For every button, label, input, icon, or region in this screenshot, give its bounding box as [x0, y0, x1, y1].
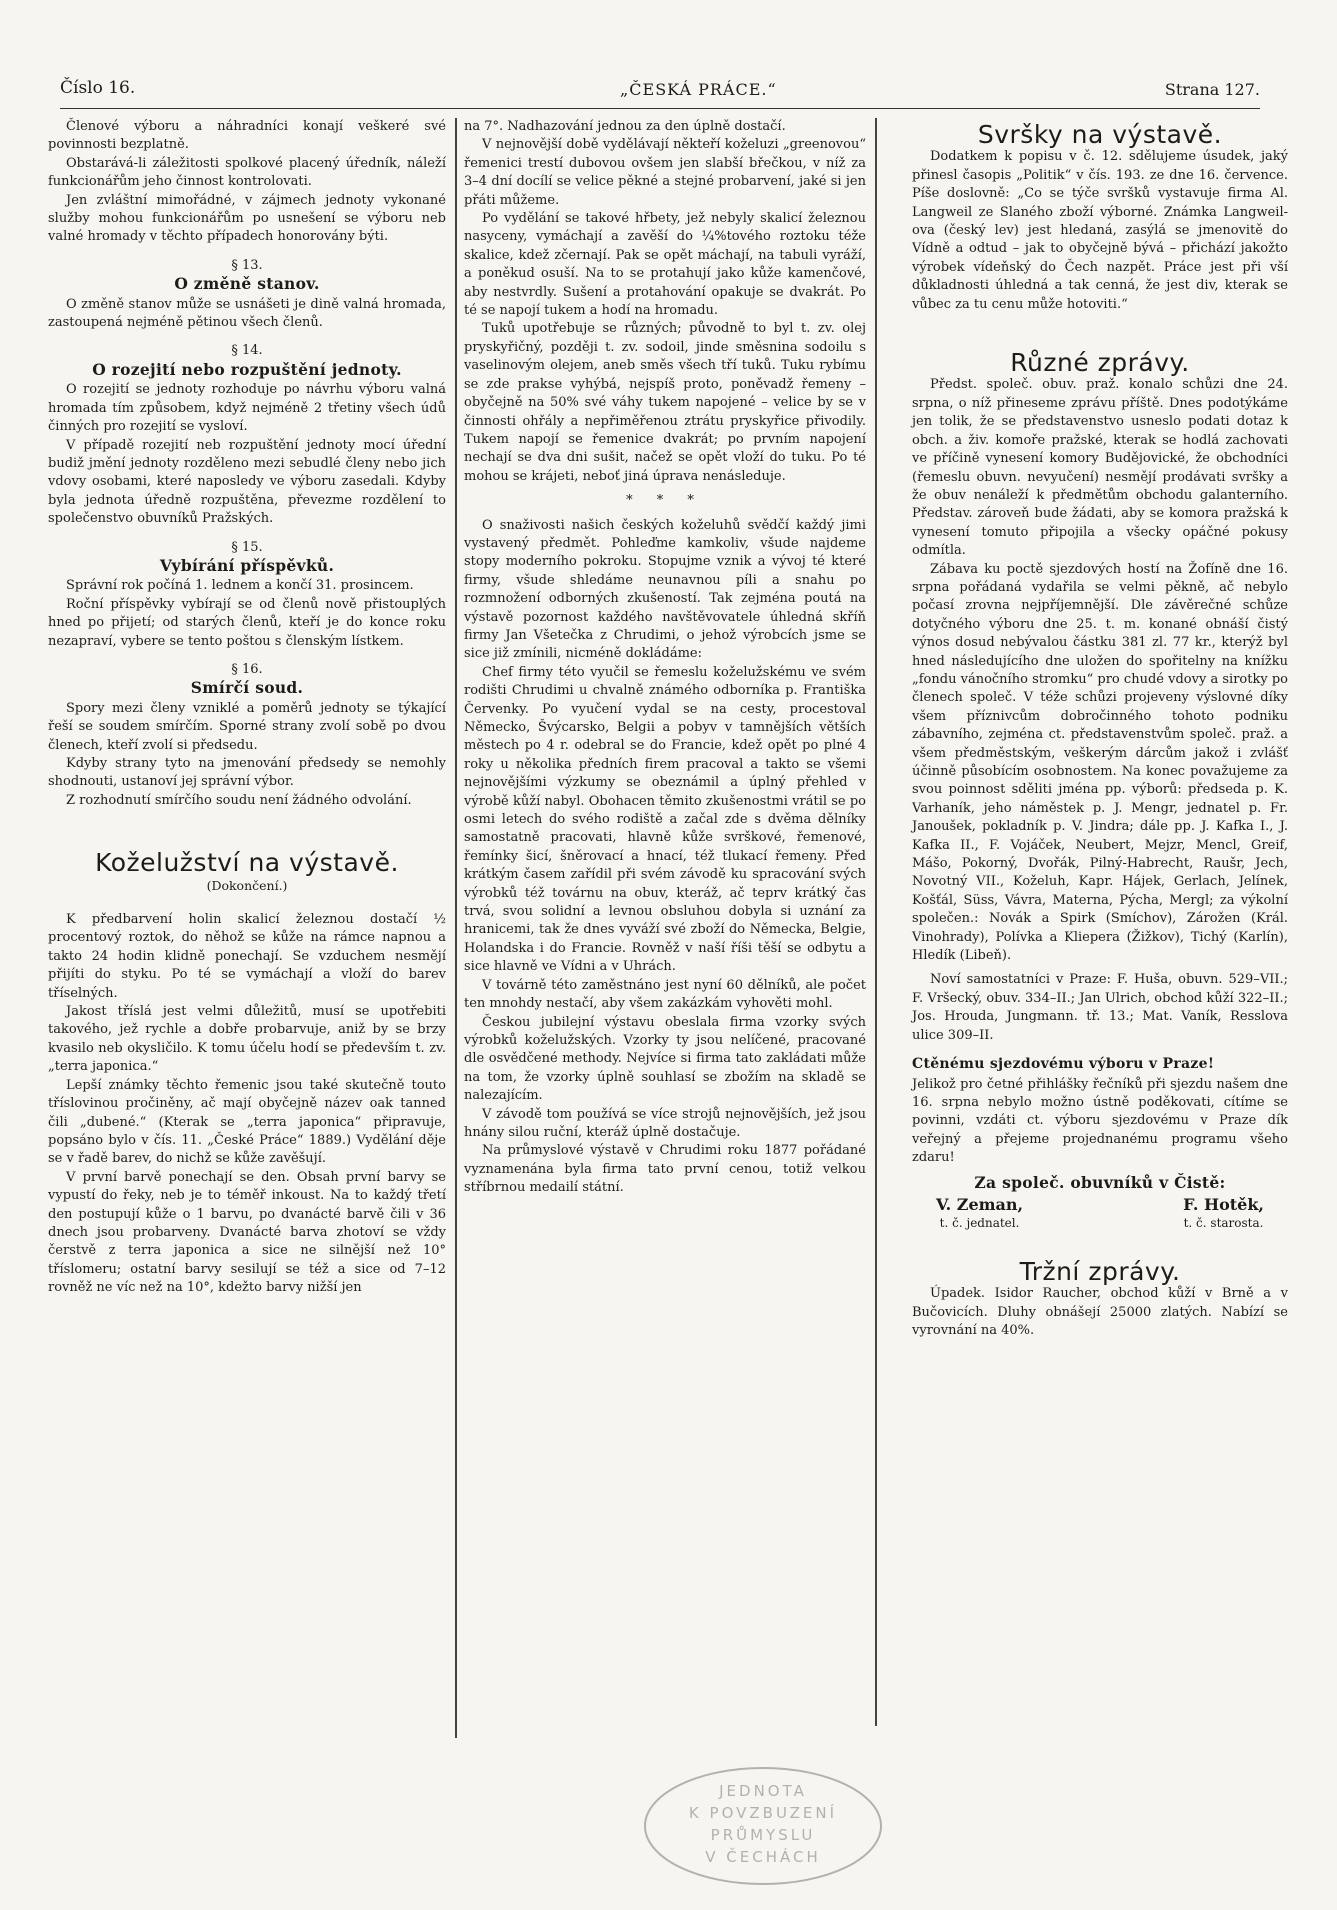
section-title: O rozejití nebo rozpuštění jednoty. — [92, 359, 402, 379]
paragraph: Dodatkem k popisu v č. 12. sdělujeme úsudek, jaký přinesl časopis „Politik“ v čís. 193. ze dne 16. července. Píše doslovně: „Co se týče svršků vystavuje firma Al. Langweil ze Slaného zboží výborné. Známka Langweil-ova (český lev) jest hledaná, zasýlá se jmenovitě do Vídně a odtud – jak to obyčejně bývá – přichází jakožto výrobek vídeňský do Čech nazpět. Práce jest při vší důkladnosti úhledná a tak cenná, že jest div, kterak se vůbec za tu cenu může hotoviti.“ — [912, 149, 1288, 312]
section-number: § 14. — [231, 343, 263, 359]
section-title: Vybírání příspěvků. — [159, 555, 335, 575]
page-number: Strana 127. — [1164, 80, 1260, 99]
column-left — [48, 118, 446, 1298]
section-number: § 15. — [231, 539, 263, 555]
article-subtitle: (Dokončení.) — [206, 877, 288, 893]
article-title: Svršky na výstavě. — [977, 120, 1223, 149]
paragraph: O snaživosti našich českých koželuhů svědčí každý jimi vystavený předmět. Pohleďme kamkoliv, všude najdeme stopy moderního pokroku. Stopujme vznik a vývoj té které firmy, všude shledáme neunavnou píli a snahu po rozmnožení odborných zkušeností. Tak zejména poutá na výstavě pozornost každého navštěvovatele úhledná skříň firmy Jan Všetečka z Chrudimi, o jehož výrobcích jsme se sice již zmínili, nicméně dokládáme: — [464, 517, 866, 662]
paragraph: Předst. společ. obuv. praž. konalo schůzi dne 24. srpna, o níž přineseme zprávu příště. Dnes podotýkáme jen tolik, že se představenstvo usneslo podati dotaz k obch. a živ. komoře pražské, kterak se hodlá zachovati ve příčině vynesení komory Budějovické, že obchodníci (řemeslu obuvn. nevyučení) nesmějí prodávati svršky a že obuv nenáleží k předmětům obchodu galanterního. Představ. zároveň bude žádati, aby se komora pražská k vynesení tomuto připojila a všecky opáčné pokusy odmítla. — [912, 377, 1288, 559]
paragraph: Noví samostatníci v Praze: F. Huša, obuvn. 529–VII.; F. Vršecký, obuv. 334–II.; Jan Ulrich, obchod kůží 322–II.; Jos. Hrouda, Jungmann. tř. 13.; Mat. Vaník, Resslova ulice 309–II. — [912, 972, 1288, 1043]
section-number: § 16. — [231, 661, 263, 677]
svg-text:PRŮMYSLU: PRŮMYSLU — [710, 1826, 816, 1844]
paragraph: Lepší známky těchto řemenic jsou také skutečně touto tříslovinou pročiněny, ač mají obyčejně název oak tanned čili „dubené.“ (Kterak se „terra japonica“ připravuje, popsáno bylo v čís. 11. „České Práce“ 1889.) Vydělání děje se v řadě barev, do nichž se kůže zavěšují. — [48, 1077, 446, 1167]
paragraph: Tuků upotřebuje se různých; původně to byl t. zv. olej pryskyřičný, později t. zv. sodoil, jinde směsnina sodoilu s vaselinovým olejem, aneb směs všech tří tuků. Tuku rybímu se zde prakse vyhýbá, nejspíš proto, poněvadž řemeny – obyčejně na 50% své váhy tukem napojené – velice by se v činnosti ohřály a nepřiměřenou ztrátu pryskyřice přivodily. Tukem napojí se řemenice dvakrát; po prvním napojení nechají se dva dni sušit, načež se opět vloží do tuku. Po té mohou se krájeti, neboť jiná úprava nenásleduje. — [464, 321, 866, 484]
paragraph: O změně stanov může se usnášeti je dině valná hromada, zastoupená nejméně pětinou všech členů. — [48, 296, 446, 331]
signatory-name: F. Hotěk, — [1183, 1194, 1264, 1214]
article-title: Tržní zprávy. — [1019, 1256, 1181, 1286]
page-header — [60, 72, 1260, 109]
journal-title: „ČESKÁ PRÁCE.“ — [620, 80, 777, 99]
paragraph: O rozejití se jednoty rozhoduje po návrhu výboru valná hromada tím způsobem, když nejméně 2 třetiny všech údů činných pro rozejití se vysloví. — [48, 382, 446, 435]
paragraph: Jen zvláštní mimořádné, v zájmech jednoty vykonané služby mohou funkcionářům po usnešení se výboru neb valné hromady v těchto případech honorovány býti. — [48, 192, 446, 245]
paragraph: Českou jubilejní výstavu obeslala firma vzorky svých výrobků koželužských. Vzorky ty jsou nelíčené, pracované dle osvědčené methody. Nejvíce si firma tato zakládati může na tom, že vzorky úplně souhlasí se zbožím na skladě se nalezajícím. — [464, 1014, 866, 1104]
signatory-title: t. č. starosta. — [1183, 1216, 1264, 1231]
paragraph: Zábava ku poctě sjezdových hostí na Žofíně dne 16. srpna pořádaná vydařila se velmi pěkně, ač nebylo počasí zrovna nejpříjemnější. Dle závěrečné schůze dotyčného výboru dne 25. t. m. konané obnáší čistý výnos dosud nebývalou částku 381 zl. 77 kr., kterýž byl hned následujícího dne uložen do spořitelny na knížku „fondu vánočního stromku“ pro chudé vdovy a sirotky po členech společ. V téže schůzi projeveny výslovné díky všem příznivcům dobročinného tohoto podniku zábavního, zejména ct. představenstvům společ. praž. a všem předměstským, veškerým dárcům jakož i zvlášť účinně působícím osobnostem. Na konec považujeme za svou poinnost sděliti jména pp. výborů: předseda p. K. Varhaník, jeho náměstek p. J. Mengr, jednatel p. Fr. Janoušek, pokladník p. V. Jindra; dále pp. J. Kafka I., J. Kafka II., F. Vojáček, Neubert, Mejzr, Mencl, Greif, Mášo, Pokorný, Dvořák, Pilný-Habrecht, Raušr, Jech, Novotný VII., Koželuh, Kapr. Hájek, Gerlach, Jelínek, Košťál, Süss, Vávra, Materna, Pýcha, Mergl; za výkolní společen.: Novák a Spirk (Smíchov), Zárožen (Král. Vinohrady), Polívka a Kliepera (Žižkov), Tichý (Karlín), Hledík (Libeň). — [912, 561, 1288, 964]
library-stamp — [638, 1762, 888, 1890]
stamp-text: JEDNOTA — [719, 1782, 807, 1800]
section-number: § 13. — [231, 257, 263, 273]
signature-block — [1183, 1196, 1264, 1233]
column-middle — [464, 118, 866, 1198]
paragraph: Chef firmy této vyučil se řemeslu koželužskému ve svém rodišti Chrudimi u chvalně známého odborníka p. Františka Červenky. Po vyučení vydal se na cesty, procestoval Německo, Švýcarsko, Belgii a pobyv v tamnějších větších městech po 4 r. odebral se do Francie, kdež opět po plné 4 roky u několika předních firem pracoval a takto se všemi nejnovějšími výzkumy se obeznámil a úplný přehled v výrobě kůží nabyl. Obohacen těmito zkušenostmi vrátil se po osmi letech do svého rodiště a začal zde s dvěma dělníky samostatně pracovati, hlavně kůže svrškové, řemenové, řemínky šicí, šněrovací a hnací, též tlukací řemeny. Před krátkým časem zařídil při svém závodě ku spracování svých výrobků též továrnu na obuv, kteráž, ač teprv krátký čas trvá, svou solidní a levnou obsluhou dobyla si uznání za hranicemi, tak že dnes vyváží své zboží do Německa, Belgie, Holandska i do Francie. Rovněž v naší říši těší se odbytu a sice hlavně ve Vídni a v Uhrách. — [464, 664, 866, 975]
signatures — [912, 1196, 1288, 1233]
paragraph: V první barvě ponechají se den. Obsah první barvy se vypustí do řeky, neb je to téměř inkoust. Na to každý třetí den postupují kůže o 1 barvu, po dvanácté barvě čili v 36 dnech jsou probarveny. Dvanácté barva zhotoví se vždy čerstvě z terra japonica a sice ne silnější než 10° tříslomeru; ostatní barvy sesilují se též a sice od 7–12 rovněž ne víc než na 10°, kdežto barvy nižší jen — [48, 1169, 446, 1296]
paragraph: Jelikož pro četné přihlášky řečníků při sjezdu našem dne 16. srpna nebylo možno ústně poděkovati, cítíme se povinni, vzdáti ct. výboru sjezdovému v Praze dík veřejný a přejeme projednanému programu všeho zdaru! — [912, 1076, 1288, 1166]
paragraph: Kdyby strany tyto na jmenování předsedy se nemohly shodnouti, ustanoví jej správní výbor. — [48, 756, 446, 790]
notice-heading: Ctěnému sjezdovému výboru v Praze! — [912, 1056, 1215, 1073]
paragraph: V závodě tom používá se více strojů nejnovějších, jež jsou hnány silou ruční, kteráž úplně dostačuje. — [464, 1106, 866, 1140]
section-title: Smírčí soud. — [190, 678, 304, 698]
signatory-title: t. č. jednatel. — [939, 1216, 1020, 1231]
signature-block — [936, 1196, 1023, 1233]
paragraph: Jakost tříslá jest velmi důležitů, musí se upotřebiti takového, jež rychle a dobře probarvuje, aniž by se brzy kvasilo neb okysličilo. K tomu účelu hodí se především t. zv. „terra japonica.“ — [48, 1004, 446, 1075]
svg-text:K POVZBUZENÍ: K POVZBUZENÍ — [688, 1804, 838, 1822]
article-title: Koželužství na výstavě. — [95, 848, 399, 878]
paragraph: Úpadek. Isidor Raucher, obchod kůží v Brně a v Bučovicích. Dluhy obnášejí 25000 zlatých. Nabízí se vyrovnání na 40%. — [912, 1286, 1288, 1338]
paragraph: V případě rozejití neb rozpuštění jednoty mocí úřední budiž jmění jednoty rozděleno mezi sebudlé členy nebo jich vdovy osobami, které naposledy ve výboru zasedali. Kdyby byla jednota úředně rozpuštěna, převezme rozdělení to společenstvo obuvníků Pražských. — [48, 437, 446, 527]
column-rule — [875, 118, 877, 1726]
svg-text:V ČECHÁCH: V ČECHÁCH — [705, 1848, 821, 1866]
section-title: O změně stanov. — [174, 274, 320, 294]
section-separator: * * * — [626, 493, 704, 509]
paragraph: Spory mezi členy vzniklé a poměrů jednoty se týkající řeší se soudem smírčím. Sporné strany zvolí sobě po dvou členech, kteří zvolí si předsedu. — [48, 700, 446, 753]
signatory-name: V. Zeman, — [936, 1194, 1024, 1214]
paragraph: V továrně této zaměstnáno jest nyní 60 dělníků, ale počet ten mnohdy nestačí, aby všem zakázkám vyhověti mohl. — [464, 977, 866, 1012]
paragraph: V nejnovější době vydělávají někteří koželuzi „greenovou“ řemenici trestí dubovou ovšem jen slabší břečkou, v níž za 3–4 dní docílí se velice pěkné a stejné probarvení, jaké si jen přáti můžeme. — [464, 137, 866, 208]
paragraph: Obstarává-li záležitosti spolkové placený úředník, náleží funkcionářům jeho činnost kontrolovati. — [48, 155, 446, 190]
column-rule — [455, 118, 457, 1738]
paragraph: Z rozhodnutí smírčího soudu není žádného odvolání. — [66, 792, 412, 808]
paragraph: Členové výboru a náhradníci konají veškeré své povinnosti bezplatně. — [48, 119, 446, 153]
paragraph: Na průmyslové výstavě v Chrudimi roku 1877 pořádané vyznamenána byla firma tato první cenou, totiž velkou stříbrnou medailí státní. — [464, 1143, 866, 1196]
paragraph: Po vydělání se takové hřbety, jež nebyly skalicí železnou nasyceny, vymáchají a zavěší do ¼%tového roztoku téže skalice, kdež zčernají. Pak se opět máchají, na tabuli vyráží, a poněkud osuší. Na to se protahují jako kůže kamenčové, aby nestvrdly. Sušení a protahování opakuje se dvakrát. Po té se napojí tukem a hodí na hromadu. — [464, 211, 866, 319]
paragraph: Správní rok počíná 1. lednem a končí 31. prosincem. — [66, 578, 414, 594]
article-title: Různé zprávy. — [1010, 348, 1190, 378]
paragraph: na 7°. Nadhazování jednou za den úplně dostačí. — [464, 119, 786, 134]
paragraph: K předbarvení holin skalicí železnou dostačí ½ procentový roztok, do něhož se kůže na rámce napnou a takto 24 hodin klidně ponechají. Se vzduchem nesmějí přijíti do styku. Po té se vymáchají a vloží do barev tříselných. — [48, 912, 446, 1001]
signature-heading: Za společ. obuvníků v Čistě: — [974, 1172, 1226, 1192]
issue-number: Číslo 16. — [60, 78, 136, 98]
paragraph: Roční příspěvky vybírají se od členů nově přistouplých hned po přijetí; od starých členů, kteří je do konce roku nezapraví, vybere se tento poštou s členským lístkem. — [48, 596, 446, 649]
column-right — [912, 118, 1288, 1340]
